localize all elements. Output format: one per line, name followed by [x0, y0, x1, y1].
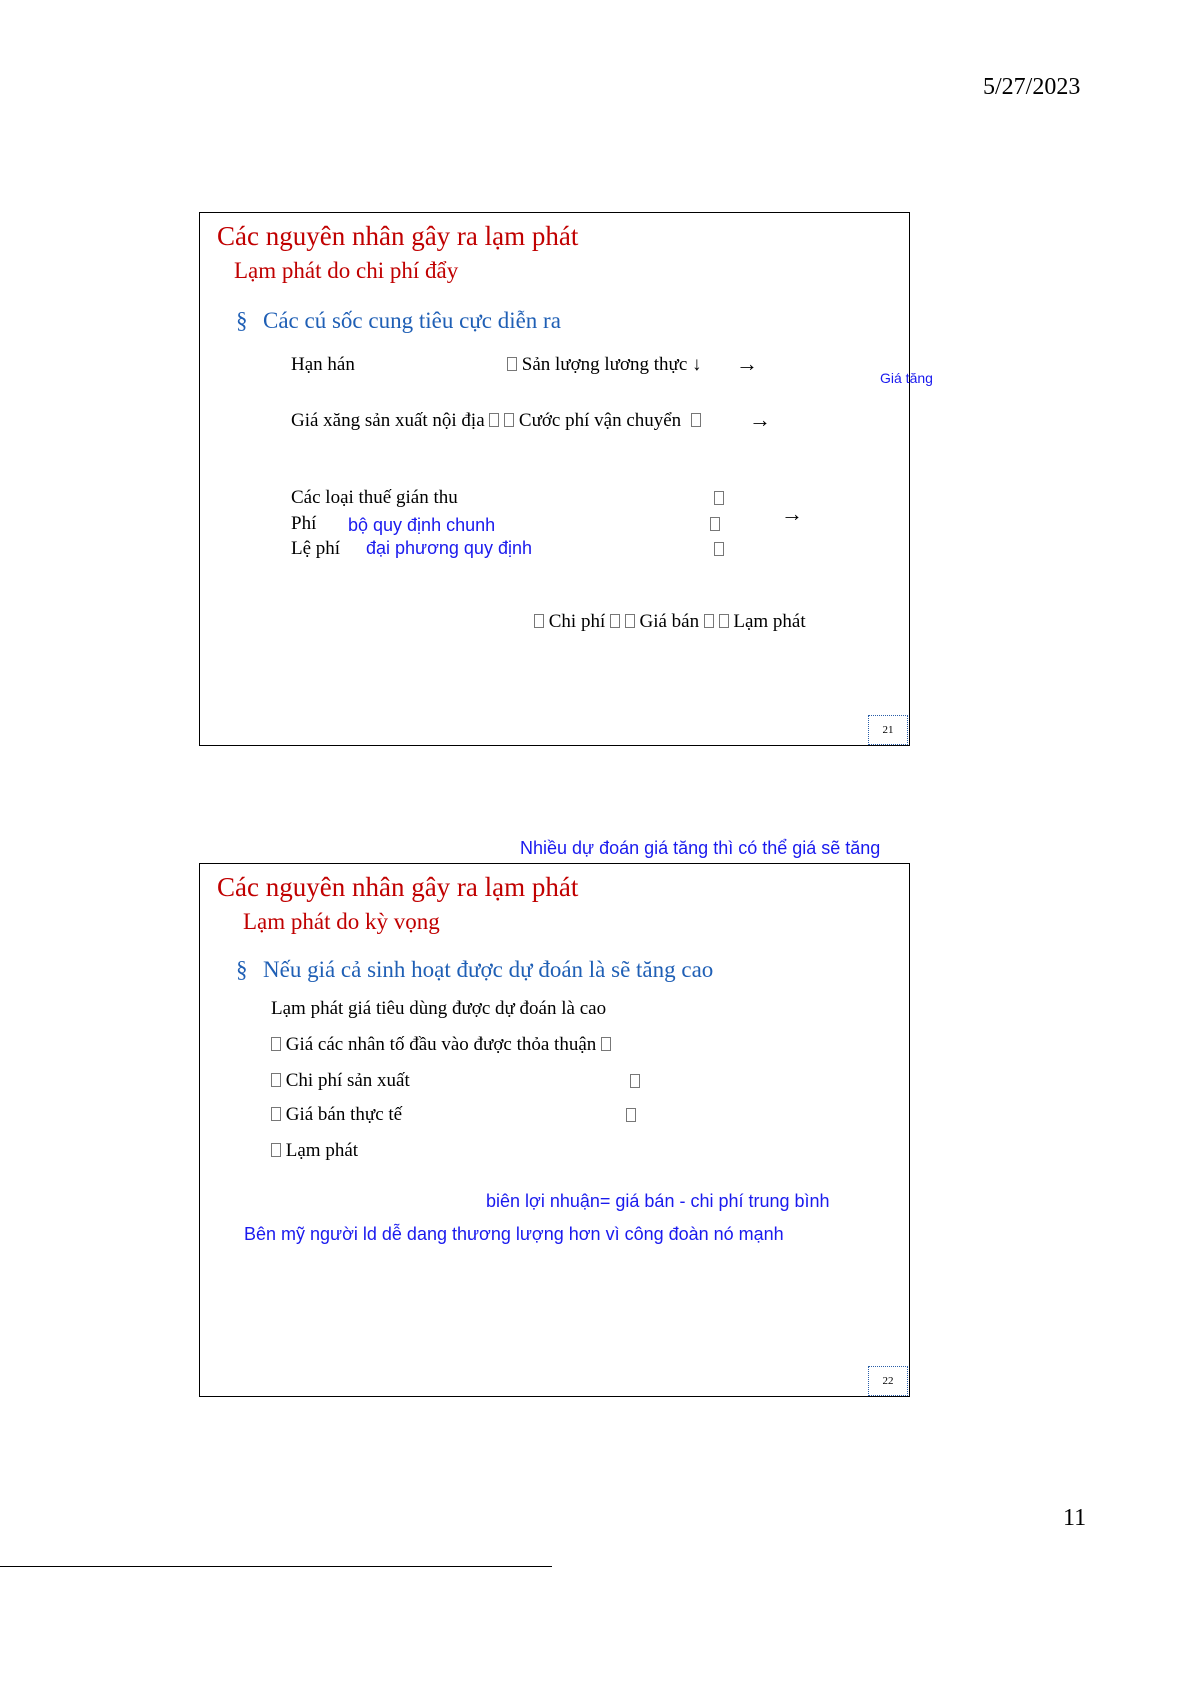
- slide-21: [199, 212, 910, 746]
- placeholder-glyph-icon: [610, 614, 620, 628]
- slide-22: [199, 863, 910, 1397]
- line-chi-phi: [271, 1070, 410, 1092]
- annotation-gia-tang: Giá tăng: [880, 370, 933, 386]
- chain-chi-phi: Chi phí: [548, 611, 606, 632]
- slide-number-box: 21: [868, 715, 908, 745]
- arrow-right-icon: →: [736, 351, 758, 376]
- row-phi: Phí: [291, 513, 317, 534]
- bullet-text: Các cú sốc cung tiêu cực diễn ra: [263, 308, 561, 333]
- annotation-bien-loi-nhuan: biên lợi nhuận= giá bán - chi phí trung bình: [486, 1191, 830, 1211]
- chain-gia-ban: Giá bán: [639, 611, 700, 632]
- page-number: 11: [1063, 1505, 1087, 1531]
- placeholder-glyph-icon: [719, 614, 729, 628]
- line-chi-phi-text: Chi phí sản xuất: [285, 1070, 410, 1091]
- placeholder-glyph-icon: [626, 1108, 636, 1122]
- placeholder-glyph-icon: [271, 1073, 281, 1087]
- line-nhan-to: [271, 1034, 611, 1056]
- placeholder-glyph-icon: [691, 413, 701, 427]
- annotation-du-doan: Nhiều dự đoán giá tăng thì có thể giá sẽ tăng: [520, 838, 881, 858]
- line-du-doan: Lạm phát giá tiêu dùng được dự đoán là cao: [271, 998, 607, 1019]
- placeholder-glyph-icon: [534, 614, 544, 628]
- slide-title: Các nguyên nhân gây ra lạm phát: [217, 221, 579, 251]
- line-chi-phi-box: [630, 1074, 640, 1092]
- row-cuoc-phi-text: Cước phí vận chuyển: [518, 410, 682, 431]
- chain-row: [534, 611, 806, 633]
- slide-title: Các nguyên nhân gây ra lạm phát: [217, 872, 579, 902]
- line-gia-ban-box: [626, 1108, 636, 1126]
- placeholder-glyph-icon: [714, 542, 724, 556]
- line-lam-phat: [271, 1140, 358, 1162]
- page-date: 5/27/2023: [983, 74, 1081, 100]
- row-le-phi-box: [714, 542, 724, 560]
- row-gia-xang-text: Giá xăng sản xuất nội địa: [291, 410, 485, 431]
- arrow-right-icon: →: [781, 501, 803, 526]
- placeholder-glyph-icon: [625, 614, 635, 628]
- line-lam-phat-text: Lạm phát: [285, 1140, 359, 1161]
- slide-subtitle: Lạm phát do chi phí đẩy: [234, 258, 459, 283]
- placeholder-glyph-icon: [489, 413, 499, 427]
- bullet-marker: §: [236, 308, 248, 333]
- placeholder-glyph-icon: [710, 517, 720, 531]
- row-phi-box: [710, 517, 720, 535]
- annotation-dia-phuong: đại phương quy định: [366, 538, 532, 558]
- row-han-han: Hạn hán: [291, 354, 355, 375]
- placeholder-glyph-icon: [714, 491, 724, 505]
- row-san-luong-text: Sản lượng lương thực ↓: [521, 354, 702, 375]
- line-nhan-to-text: Giá các nhân tố đầu vào được thỏa thuận: [285, 1034, 597, 1055]
- row-gia-xang: [291, 410, 701, 432]
- placeholder-glyph-icon: [271, 1037, 281, 1051]
- bullet-marker: §: [236, 957, 248, 982]
- line-gia-ban-text: Giá bán thực tế: [285, 1104, 403, 1125]
- slide-subtitle: Lạm phát do kỳ vọng: [243, 909, 440, 934]
- row-san-luong: [507, 354, 702, 376]
- slide-number-box: 22: [868, 1366, 908, 1396]
- placeholder-glyph-icon: [704, 614, 714, 628]
- row-thue: Các loại thuế gián thu: [291, 487, 458, 508]
- placeholder-glyph-icon: [507, 357, 517, 371]
- bullet-text: Nếu giá cả sinh hoạt được dự đoán là sẽ tăng cao: [263, 957, 714, 982]
- annotation-bo-quy-dinh: bộ quy định chunh: [348, 515, 496, 535]
- chain-lam-phat: Lạm phát: [733, 611, 806, 632]
- placeholder-glyph-icon: [601, 1037, 611, 1051]
- placeholder-glyph-icon: [271, 1143, 281, 1157]
- placeholder-glyph-icon: [630, 1074, 640, 1088]
- line-gia-ban: [271, 1104, 402, 1126]
- annotation-cong-doan: Bên mỹ người ld dễ dang thương lượng hơn vì công đoàn nó mạnh: [244, 1224, 784, 1244]
- arrow-right-icon: →: [749, 407, 771, 432]
- placeholder-glyph-icon: [271, 1107, 281, 1121]
- row-thue-box: [714, 491, 724, 509]
- footer-rule: [0, 1566, 552, 1567]
- placeholder-glyph-icon: [504, 413, 514, 427]
- row-le-phi: Lệ phí: [291, 538, 341, 559]
